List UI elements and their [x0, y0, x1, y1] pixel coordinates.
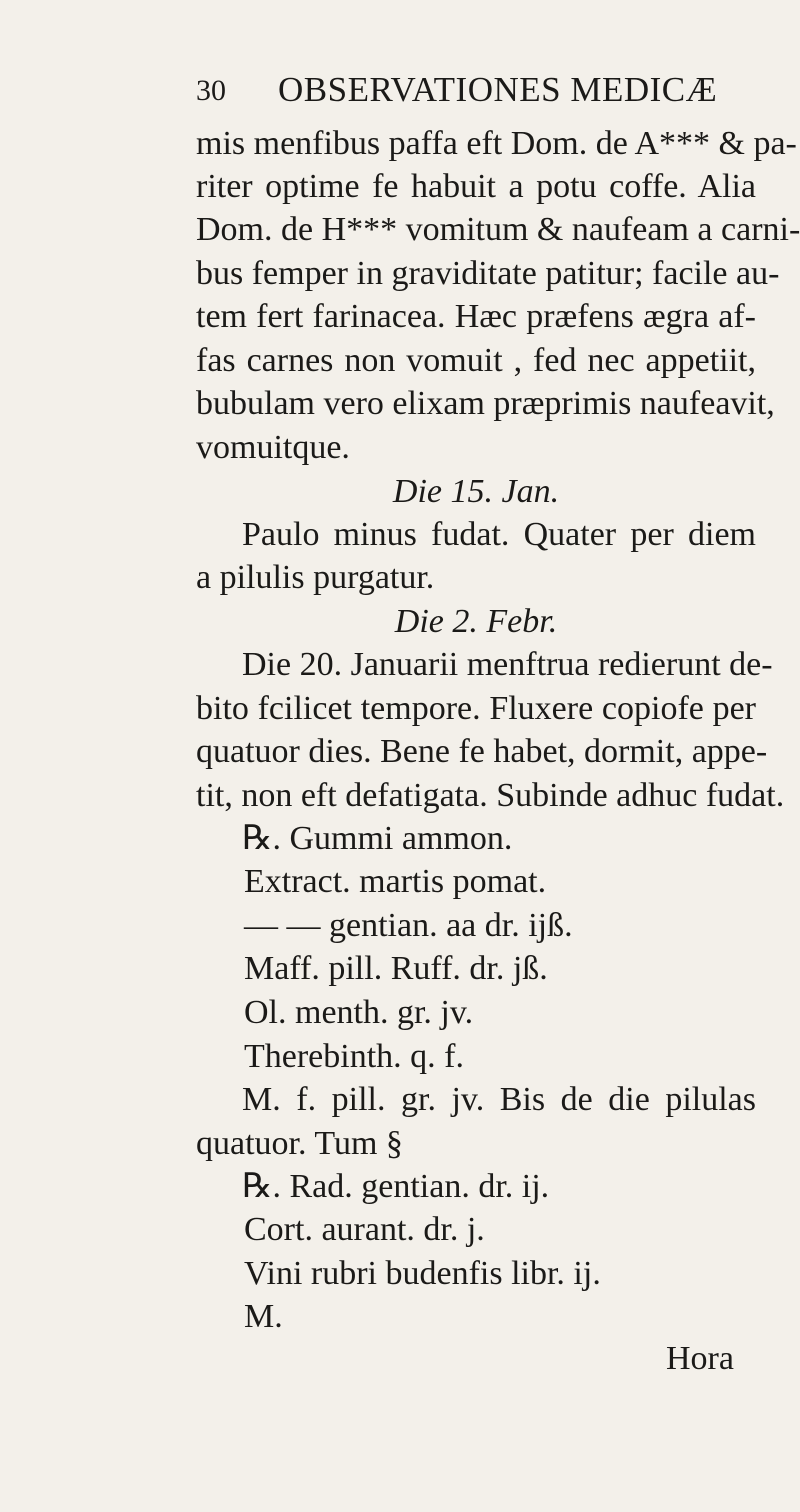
text-line: Dom. de H*** vomitum & naufeam a carni- — [196, 211, 800, 248]
text-line: fas carnes non vomuit , fed nec appetiit, — [196, 342, 756, 379]
text-line: a pilulis purgatur. — [196, 559, 435, 596]
prescription-line: Therebinth. q. f. — [244, 1038, 464, 1075]
text-line: riter optime fe habuit a potu coffe. Alia — [196, 168, 756, 205]
date-heading: Die 2. Febr. — [394, 603, 558, 640]
text-line: tem fert farinacea. Hæc præfens ægra af- — [196, 298, 756, 335]
text-line: vomuitque. — [196, 429, 350, 466]
text-line: quatuor dies. Bene fe habet, dormit, appe- — [196, 733, 768, 770]
prescription-line: — — gentian. aa dr. ijß. — [244, 907, 573, 944]
date-heading: Die 15. Jan. — [392, 473, 560, 510]
page-header — [196, 70, 756, 114]
text-line: bubulam vero elixam præprimis naufeavit, — [196, 385, 775, 422]
text-line: M. f. pill. gr. jv. Bis de die pilulas — [242, 1081, 756, 1118]
prescription-line: ℞. Gummi ammon. — [242, 820, 513, 857]
prescription-line: ℞. Rad. gentian. dr. ij. — [242, 1168, 550, 1205]
prescription-line: Extract. martis pomat. — [244, 863, 547, 900]
catchword: Hora — [666, 1340, 734, 1377]
text-line: Paulo minus fudat. Quater per diem — [242, 516, 756, 553]
text-line: bito fcilicet tempore. Fluxere copiofe per — [196, 690, 756, 727]
prescription-line: M. — [244, 1298, 283, 1335]
text-line: mis menfibus paffa eft Dom. de A*** & pa- — [196, 125, 797, 162]
prescription-line: Ol. menth. gr. jv. — [244, 994, 474, 1031]
prescription-line: Cort. aurant. dr. j. — [244, 1211, 485, 1248]
prescription-line: Vini rubri budenfis libr. ij. — [244, 1255, 601, 1292]
prescription-line: Maff. pill. Ruff. dr. jß. — [244, 950, 548, 987]
running-title: OBSERVATIONES MEDICÆ — [278, 70, 718, 109]
text-line: quatuor. Tum § — [196, 1125, 403, 1162]
page-number: 30 — [196, 74, 226, 107]
text-line: Die 20. Januarii menftrua redierunt de- — [242, 646, 773, 683]
text-line: bus femper in graviditate patitur; facile au- — [196, 255, 780, 292]
text-line: tit, non eft defatigata. Subinde adhuc fudat. — [196, 777, 785, 814]
